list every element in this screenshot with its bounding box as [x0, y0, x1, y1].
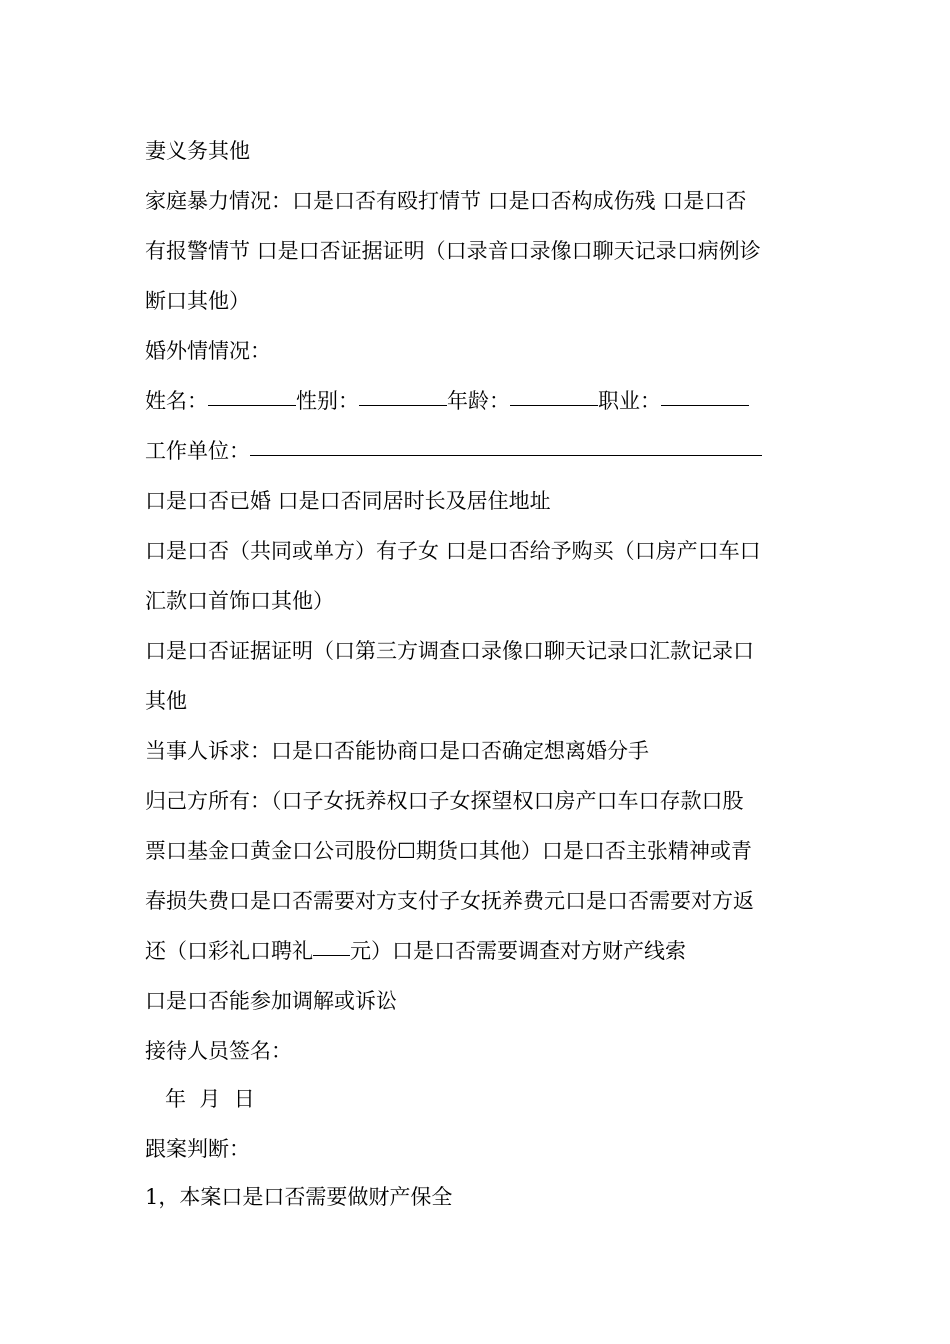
refund-line: [145, 936, 815, 966]
affair-person-fields: [145, 386, 815, 416]
text-line-11: 口是口否证据证明（口第三方调查口录像口聊天记录口汇款记录口: [145, 639, 754, 663]
text-line-2: 家庭暴力情况：口是口否有殴打情节 口是口否构成伤残 口是口否: [145, 189, 747, 213]
age-label: 年龄：: [447, 389, 510, 413]
text-line-10: 汇款口首饰口其他）: [145, 589, 334, 613]
text-line-22: 1，本案口是口否需要做财产保全: [145, 1185, 453, 1209]
date-line: 年 月 日: [145, 1087, 255, 1111]
text-line-19: 接待人员签名：: [145, 1039, 292, 1063]
text-line-8: 口是口否已婚 口是口否同居时长及居住地址: [145, 489, 551, 513]
text-line-13: 当事人诉求：口是口否能协商口是口否确定想离婚分手: [145, 739, 649, 763]
text-line-3: 有报警情节 口是口否证据证明（口录音口录像口聊天记录口病例诊: [145, 239, 761, 263]
workplace-field: [145, 436, 815, 466]
amount-blank: [313, 935, 350, 956]
gender-blank: [359, 385, 447, 406]
text-line-18: 口是口否能参加调解或诉讼: [145, 989, 397, 1013]
workplace-blank: [250, 435, 762, 456]
name-label: 姓名：: [145, 389, 208, 413]
name-blank: [208, 385, 296, 406]
job-label: 职业：: [598, 389, 661, 413]
text-line-21: 跟案判断：: [145, 1137, 250, 1161]
text-line-4: 断口其他）: [145, 289, 250, 313]
workplace-label: 工作单位：: [145, 439, 250, 463]
gender-label: 性别：: [296, 389, 359, 413]
refund-text-before: 还（口彩礼口聘礼: [145, 939, 313, 963]
text-line-12: 其他: [145, 689, 187, 713]
refund-text-after: 元）口是口否需要调查对方财产线索: [350, 939, 686, 963]
text-line-5: 婚外情情况：: [145, 339, 271, 363]
text-line-14: 归己方所有：（口子女抚养权口子女探望权口房产口车口存款口股: [145, 789, 744, 813]
age-blank: [510, 385, 598, 406]
text-line-1: 妻义务其他: [145, 139, 250, 163]
text-line-15: 票口基金口黄金口公司股份☐期货口其他）口是口否主张精神或青: [145, 839, 752, 863]
text-line-16: 春损失费口是口否需要对方支付子女抚养费元口是口否需要对方返: [145, 889, 754, 913]
job-blank: [661, 385, 749, 406]
text-line-9: 口是口否（共同或单方）有子女 口是口否给予购买（口房产口车口: [145, 539, 761, 563]
